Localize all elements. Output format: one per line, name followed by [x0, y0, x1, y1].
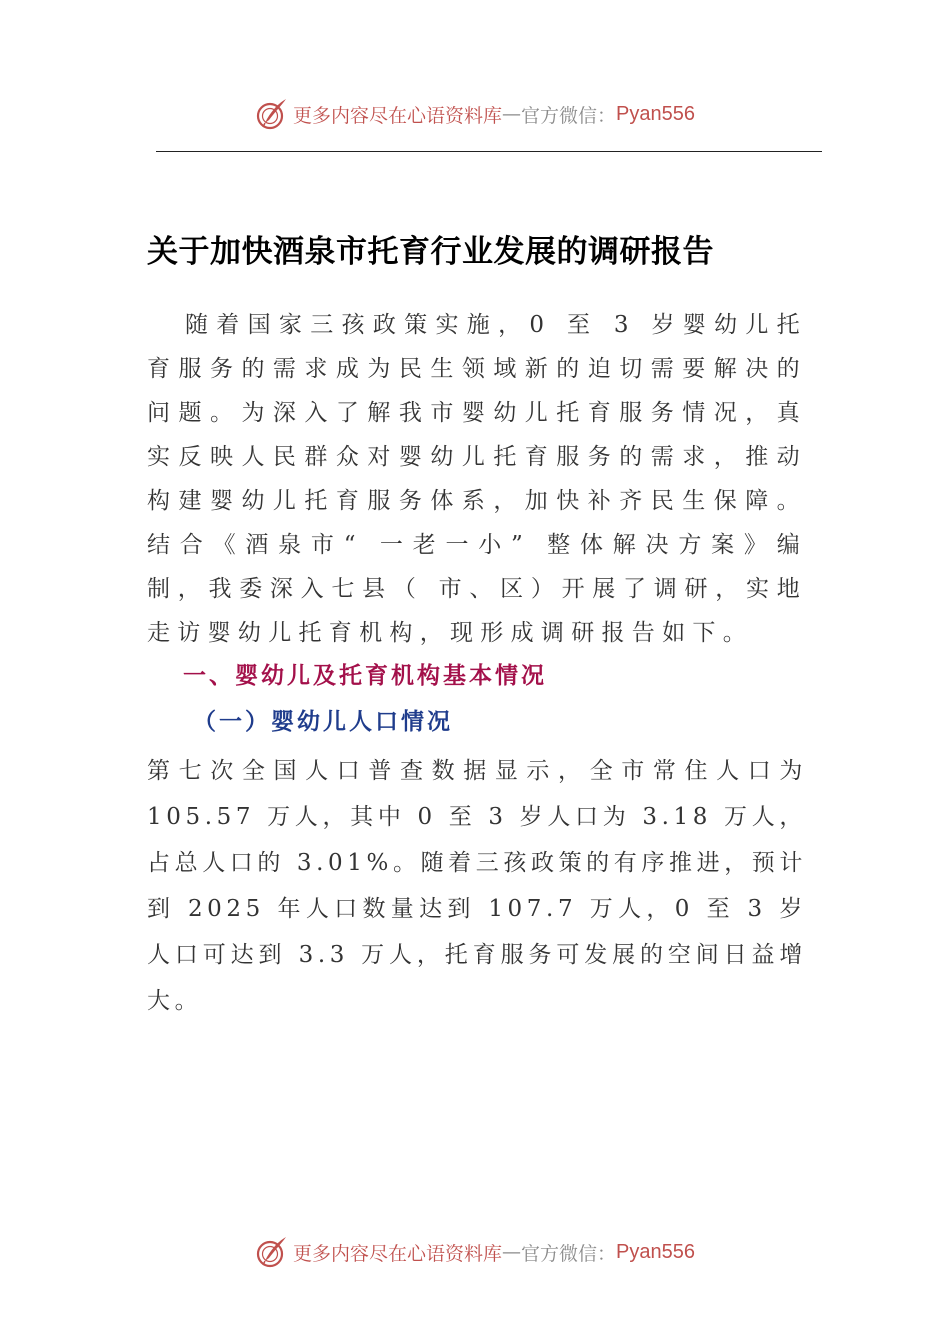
subsection-heading: （一）婴幼儿人口情况 — [193, 708, 453, 735]
banner-text: 更多内容尽在心语资料库 — [293, 1242, 503, 1265]
quill-pen-icon — [255, 97, 289, 131]
population-paragraph: 第七次全国人口普查数据显示，全市常住人口为 105.57 万人，其中 0 至 3 岁人口为 3.18 万人，占总人口的 3.01%。随着三孩政策的有序推进，预计到 2025 年人口数量达到 107.7 万人，0 至 3 岁人口可达到 3.3 万人，托育服务可发展的空间日益增大。 — [147, 758, 807, 1014]
header-banner — [0, 94, 950, 134]
banner-text: 更多内容尽在心语资料库 — [293, 104, 503, 127]
section-heading: 一、婴幼儿及托育机构基本情况 — [183, 662, 547, 689]
wechat-account: Pyan556 — [616, 102, 695, 125]
banner-separator: — — [502, 103, 522, 125]
document-title: 关于加快酒泉市托育行业发展的调研报告 — [147, 234, 714, 270]
quill-pen-icon — [255, 1235, 289, 1269]
intro-paragraph: 随着国家三孩政策实施，0 至 3 岁婴幼儿托育服务的需求成为民生领域新的迫切需要解决的问题。为深入了解我市婴幼儿托育服务情况，真实反映人民群众对婴幼儿托育服务的需求，推动构建婴幼儿托育服务体系，加快补齐民生保障。结合《酒泉市“ 一老一小” 整体解决方案》编制，我委深入七县（ 市、区）开展了调研，实地走访婴幼儿托育机构，现形成调研报告如下。 — [147, 312, 807, 646]
wechat-account: Pyan556 — [616, 1240, 695, 1263]
footer-banner — [0, 1232, 950, 1272]
wechat-label: 官方微信： — [521, 104, 617, 127]
banner-separator: — — [502, 1241, 522, 1263]
wechat-label: 官方微信： — [521, 1242, 617, 1265]
header-rule — [156, 151, 822, 152]
